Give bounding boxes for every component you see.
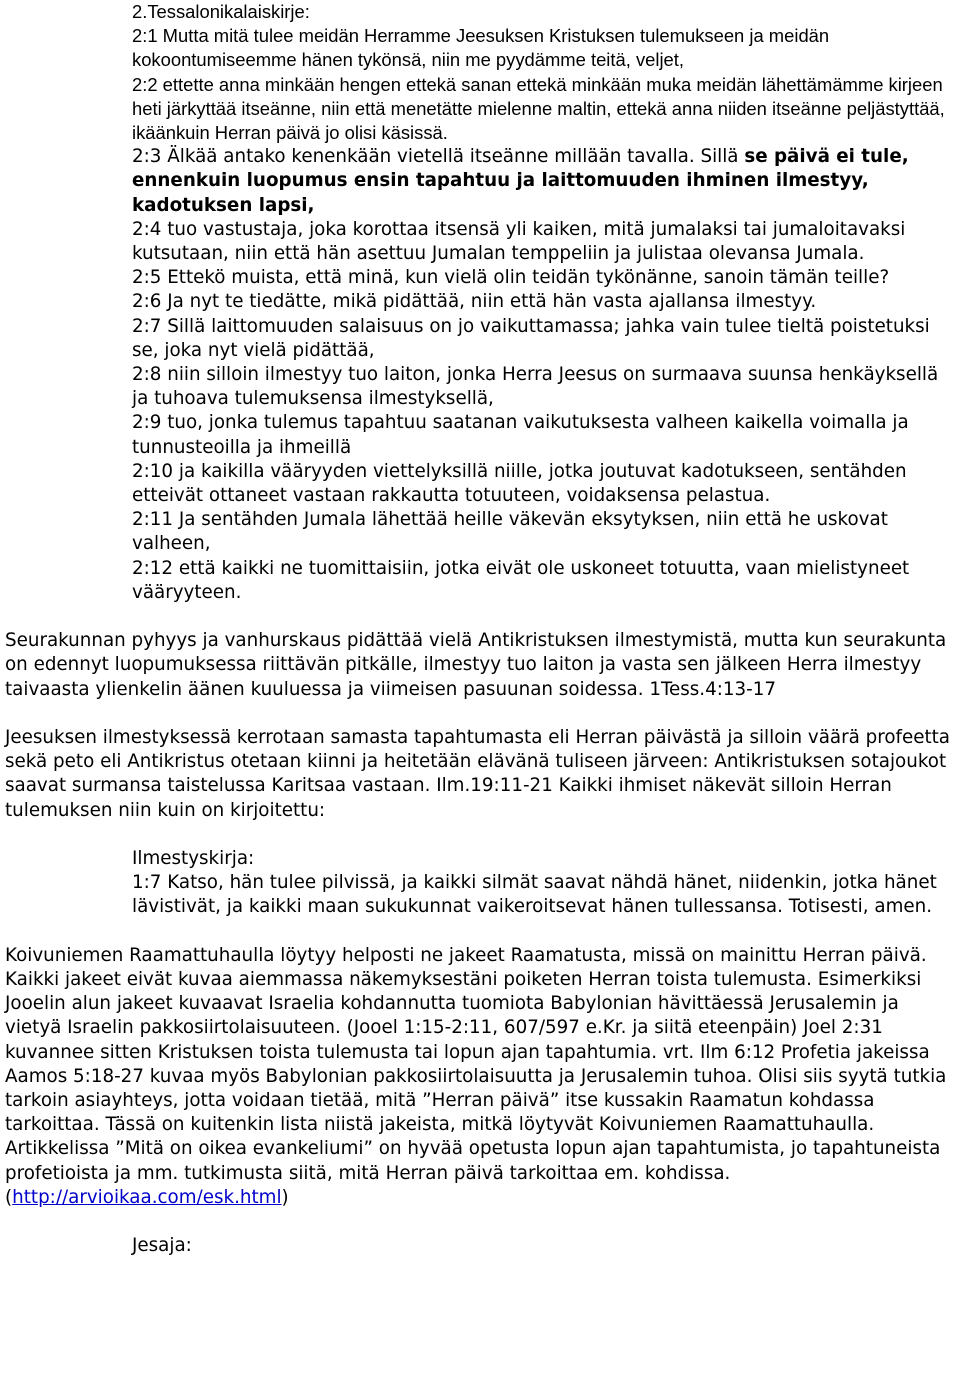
verse-2-4: 2:4 tuo vastustaja, joka korottaa itsensä yli kaiken, mitä jumalaksi tai jumaloitavaksi kutsutaan, niin että hän asettuu Jumalan temppeliin ja julistaa olevansa Jumala. (132, 218, 906, 265)
block-heading: Ilmestyskirja: (132, 848, 255, 870)
arvioikaa-link[interactable]: http://arvioikaa.com/esk.html (12, 1186, 282, 1208)
spacer (5, 605, 960, 629)
paragraph-text: Koivuniemen Raamattuhaulla löytyy helposti ne jakeet Raamatusta, missä on mainittu Herran päivä. Kaikki jakeet eivät kuvaa aiemmassa näkemyksestäni poiketen Herran toista tulemusta. Esimerkiksi Jooelin alun jakeet kuvaavat Israelia kohdannutta tuomiota Babylonian hävittäessä Jerusalemin ja vietyä Israelin pakkosiirtolaisuuteen. (Jooel 1:15-2:11, 607/597 e.Kr. ja siitä eteenpäin) Joel 2:31 kuvannee sitten Kristuksen toista tulemusta tai lopun ajan tapahtumia. vrt. Ilm 6:12 Profetia jakeissa Aamos 5:18-27 kuvaa myös Babylonian pakkosiirtolaisuutta ja Jerusalemin tuhoa. Olisi siis syytä tutkia tarkoin asiayhteys, jotta voidaan tietää, mitä ”Herran päivä” itse kussakin Raamatun kohdassa tarkoittaa. Tässä on kuitenkin lista niistä jakeista, mitkä löytyvät Koivuniemen Raamattuhaulla. Artikkelissa ”Mitä on oikea evankeliumi” on hyvää opetusta lopun ajan tapahtumista, jo tapahtuneista profetioista ja mm. tutkimusta siitä, mitä Herran päivä tarkoittaa em. kohdissa. ( (5, 944, 947, 1208)
verse-2-3-emphasis: se päivä ei tule, ennenkuin luopumus ensin tapahtuu ja laittomuuden ihminen ilmestyy, kadotuksen lapsi, (132, 146, 909, 216)
paragraph-ilmestys: Jeesuksen ilmestyksessä kerrotaan samasta tapahtumasta eli Herran päivästä ja silloin väärä profeetta sekä peto eli Antikristus otetaan kiinni ja heitetään elävänä tuliseen järveen: Antikristuksen sotajoukot saavat surmansa taistelussa Karitsaa vastaan. Ilm.19:11-21 Kaikki ihmiset näkevät silloin Herran tulemuksen niin kuin on kirjoitettu: (5, 727, 951, 821)
spacer (5, 920, 960, 944)
verse-2-5: 2:5 Ettekö muista, että minä, kun vielä olin teidän tykönänne, sanoin tämän teille? (132, 267, 890, 289)
quote-block-revelation (132, 847, 960, 920)
paragraph-seurakunta: Seurakunnan pyhyys ja vanhurskaus pidättää vielä Antikristuksen ilmestymistä, mutta kun seurakunta on edennyt luopumuksessa riittävän pitkälle, ilmestyy tuo laiton ja vasta sen jälkeen Herra ilmestyy taivaasta ylienkelin äänen kuuluessa ja viimeisen pasuunan soidessa. 1Tess.4:13-17 (5, 630, 947, 700)
verse-2-9: 2:9 tuo, jonka tulemus tapahtuu saatanan vaikutuksesta valheen kaikella voimalla ja tunnusteoilla ja ihmeillä (132, 412, 909, 458)
spacer (5, 1210, 960, 1234)
verse-2-3 (132, 145, 960, 218)
spacer (5, 702, 960, 726)
verse-2-2: 2:2 ettette anna minkään hengen ettekä sanan ettekä minkään muka meidän lähettämämme kirjeen heti järkyttää itseänne, niin että menetätte mielenne maltin, ettekä anna niiden itseänne peljästyttää, ikäänkuin Herran päivä jo olisi käsissä. (132, 73, 945, 144)
verse-2-11: 2:11 Ja sentähden Jumala lähettää heille väkevän eksytyksen, niin että he uskovat valheen, (132, 509, 888, 555)
verse-2-3-text: 2:3 Älkää antako kenenkään vietellä itseänne millään tavalla. Sillä (132, 146, 745, 168)
verse-2-10: 2:10 ja kaikilla vääryyden viettelyksillä niille, jotka joutuvat kadotukseen, sentähden etteivät ottaneet vastaan rakkautta totuuteen, voidaksensa pelastua. (132, 460, 907, 507)
block-heading: Jesaja: (132, 1235, 192, 1257)
quote-block-thessalonians (132, 0, 960, 605)
verse-2-1: 2:1 Mutta mitä tulee meidän Herramme Jeesuksen Kristuksen tulemukseen ja meidän kokoontumiseemme hänen tykönsä, niin me pyydämme teitä, veljet, (132, 25, 830, 71)
verse-2-7: 2:7 Sillä laittomuuden salaisuus on jo vaikuttamassa; jahka vain tulee tieltä poistetuksi se, joka nyt vielä pidättää, (132, 315, 930, 361)
verse-1-7: 1:7 Katso, hän tulee pilvissä, ja kaikki silmät saavat nähdä hänet, niidenkin, jotka hänet lävistivät, ja kaikki maan sukukunnat vaikeroitsevat hänen tullessansa. Totisesti, amen. (132, 872, 937, 918)
spacer (5, 823, 960, 847)
paragraph-close: ) (281, 1186, 289, 1208)
quote-block-isaiah (132, 1234, 960, 1258)
verse-2-6: 2:6 Ja nyt te tiedätte, mikä pidättää, niin että hän vasta ajallansa ilmestyy. (132, 291, 817, 313)
block-heading: 2.Tessalonikalaiskirje: (132, 1, 310, 22)
verse-2-12: 2:12 että kaikki ne tuomittaisiin, jotka eivät ole uskoneet totuutta, vaan mielistyneet vääryyteen. (132, 557, 910, 603)
paragraph-koivuniemi (5, 944, 960, 1210)
verse-2-8: 2:8 niin silloin ilmestyy tuo laiton, jonka Herra Jeesus on surmaava suunsa henkäyksellä ja tuhoava tulemuksensa ilmestyksellä, (132, 364, 939, 410)
